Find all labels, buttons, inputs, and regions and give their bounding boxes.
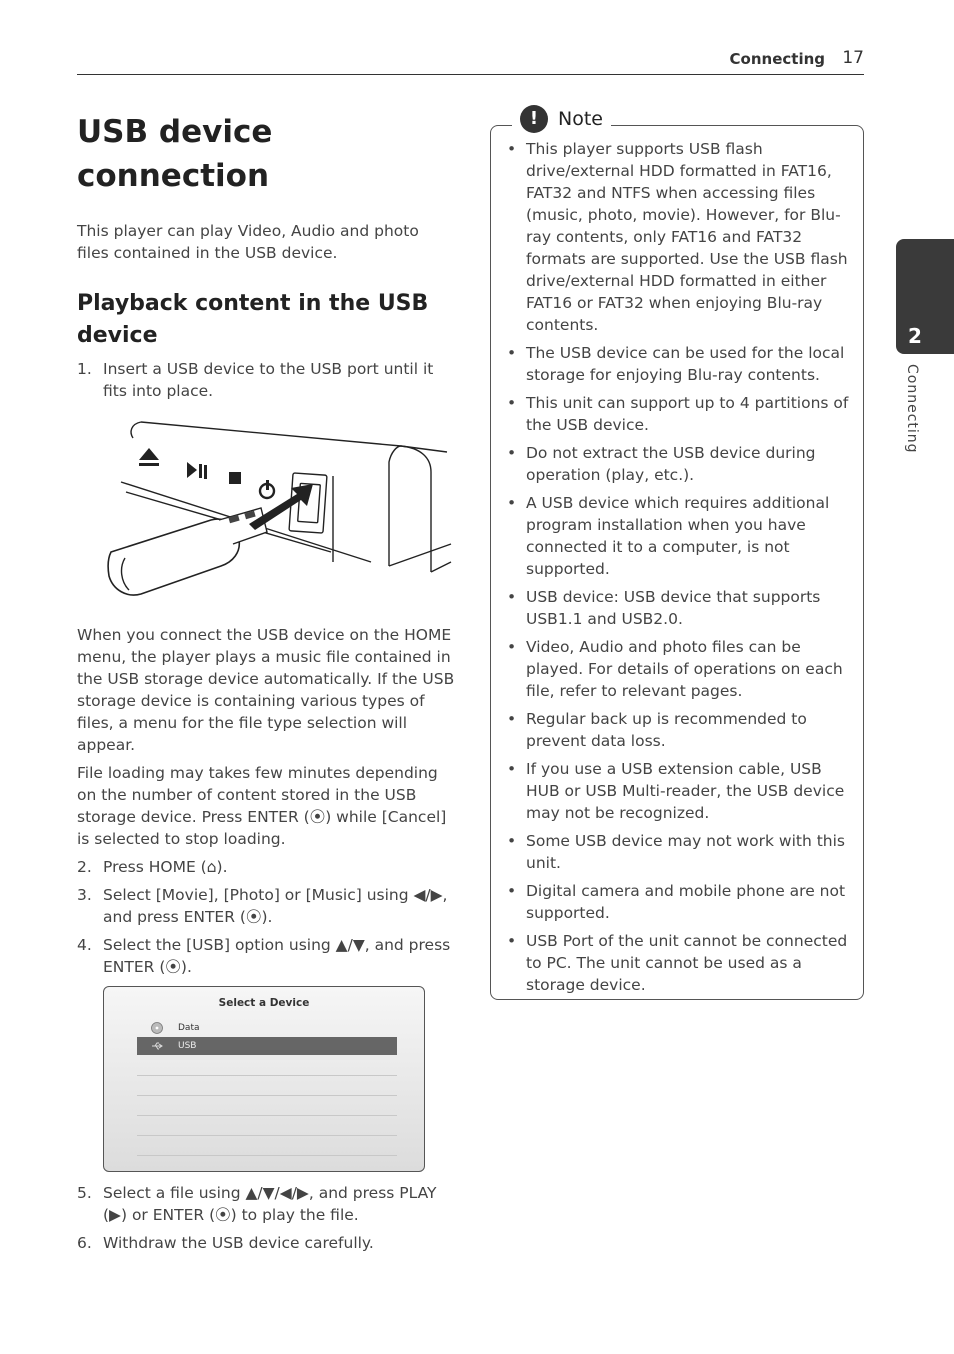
list-item: • This unit can support up to 4 partitions of the USB device. (507, 394, 849, 434)
usb-stick (108, 508, 267, 595)
list-item: • Video, Audio and photo files can be played. For details of operations on each file, refer to relevant pages. (507, 638, 843, 700)
section-heading: Playback content in the USB device (77, 291, 429, 348)
page-number: 17 (842, 48, 864, 68)
header-section-name: Connecting (729, 50, 825, 68)
list-item: • USB device: USB device that supports USB1.1 and USB2.0. (507, 588, 821, 628)
step-text: Insert a USB device to the USB port until it fits into place. (103, 360, 434, 400)
note-list (507, 138, 852, 1002)
screen-title: Select a Device (218, 997, 310, 1009)
device-item-label: Data (178, 1023, 200, 1033)
step-4: 4. Select the [USB] option using ▲/▼, and press ENTER (⦿). (77, 936, 451, 976)
list-item: • Do not extract the USB device during operation (play, etc.). (507, 444, 816, 484)
page-title: USB device connection (77, 114, 273, 194)
list-item: • If you use a USB extension cable, USB HUB or USB Multi-reader, the USB device may not be recognized. (507, 760, 845, 822)
stop-icon (229, 472, 241, 484)
step-2: 2. Press HOME (⌂). (77, 858, 228, 876)
list-item: • Digital camera and mobile phone are not supported. (507, 882, 846, 922)
chapter-number: 2 (908, 324, 922, 348)
list-item: • The USB device can be used for the local storage for enjoying Blu-ray contents. (507, 344, 845, 384)
step-text: Withdraw the USB device carefully. (103, 1234, 374, 1252)
chapter-label: Connecting (904, 364, 920, 454)
play-pause-icon (187, 462, 207, 479)
list-item: • USB Port of the unit cannot be connected to PC. The unit cannot be used as a storage device. (507, 932, 848, 994)
device-item-label: USB (178, 1041, 197, 1051)
disc-icon (151, 1022, 163, 1034)
step-5: 5. Select a file using ▲/▼/◀/▶, and press PLAY (▶) or ENTER (⦿) to play the file. (77, 1184, 437, 1224)
left-column (77, 110, 455, 1260)
step-3: 3. Select [Movie], [Photo] or [Music] using ◀/▶, and press ENTER (⦿). (77, 886, 448, 926)
step-6: 6. Withdraw the USB device carefully. (77, 1234, 374, 1252)
device-item-usb[interactable] (137, 1037, 397, 1055)
step-text: Press HOME (⌂). (103, 858, 228, 876)
paragraph-loading: File loading may takes few minutes depending on the number of content stored in the USB storage device. Press ENTER (⦿) while [Cancel] is selected to stop loading. (77, 764, 447, 848)
running-header (77, 48, 864, 75)
list-divider (137, 1075, 397, 1076)
select-device-screen (103, 986, 425, 1172)
intro-text: This player can play Video, Audio and photo files contained in the USB device. (77, 222, 419, 262)
step-text: Select [Movie], [Photo] or [Music] using ◀/▶, and press ENTER (⦿). (103, 886, 448, 926)
list-divider (137, 1155, 397, 1156)
device-item-data[interactable] (137, 1019, 397, 1037)
usb-icon (151, 1040, 163, 1052)
note-title: Note (558, 108, 603, 130)
list-divider (137, 1115, 397, 1116)
list-divider (137, 1135, 397, 1136)
eject-icon (139, 448, 159, 466)
note-header (512, 104, 611, 134)
list-item: • This player supports USB flash drive/external HDD formatted in FAT16, FAT32 and NTFS when accessing files (music, photo, movie). However, for Blu-ray contents, only FAT16 and FAT32 formats are supported. Use the USB flash drive/external HDD formatted in either FAT16 or FAT32 when enjoying Blu-ray contents. (507, 140, 848, 334)
list-item: • Some USB device may not work with this unit. (507, 832, 846, 872)
step-text: Select a file using ▲/▼/◀/▶, and press PLAY (▶) or ENTER (⦿) to play the file. (103, 1184, 437, 1224)
list-item: • Regular back up is recommended to prevent data loss. (507, 710, 807, 750)
step-text: Select the [USB] option using ▲/▼, and press ENTER (⦿). (103, 936, 451, 976)
power-icon (260, 480, 274, 498)
arrow-icon (249, 484, 313, 530)
list-divider (137, 1095, 397, 1096)
step-1: 1. Insert a USB device to the USB port until it fits into place. (77, 360, 434, 400)
usb-insert-illustration (101, 412, 453, 612)
exclamation-icon: ! (520, 105, 548, 133)
list-item: • A USB device which requires additional program installation when you have connected it to a computer, is not supported. (507, 494, 830, 578)
paragraph-autoplay: When you connect the USB device on the HOME menu, the player plays a music file contained in the USB storage device automatically. If the USB storage device is containing various types of files, a menu for the file type selection will appear. (77, 626, 455, 754)
chapter-tab (896, 239, 954, 354)
